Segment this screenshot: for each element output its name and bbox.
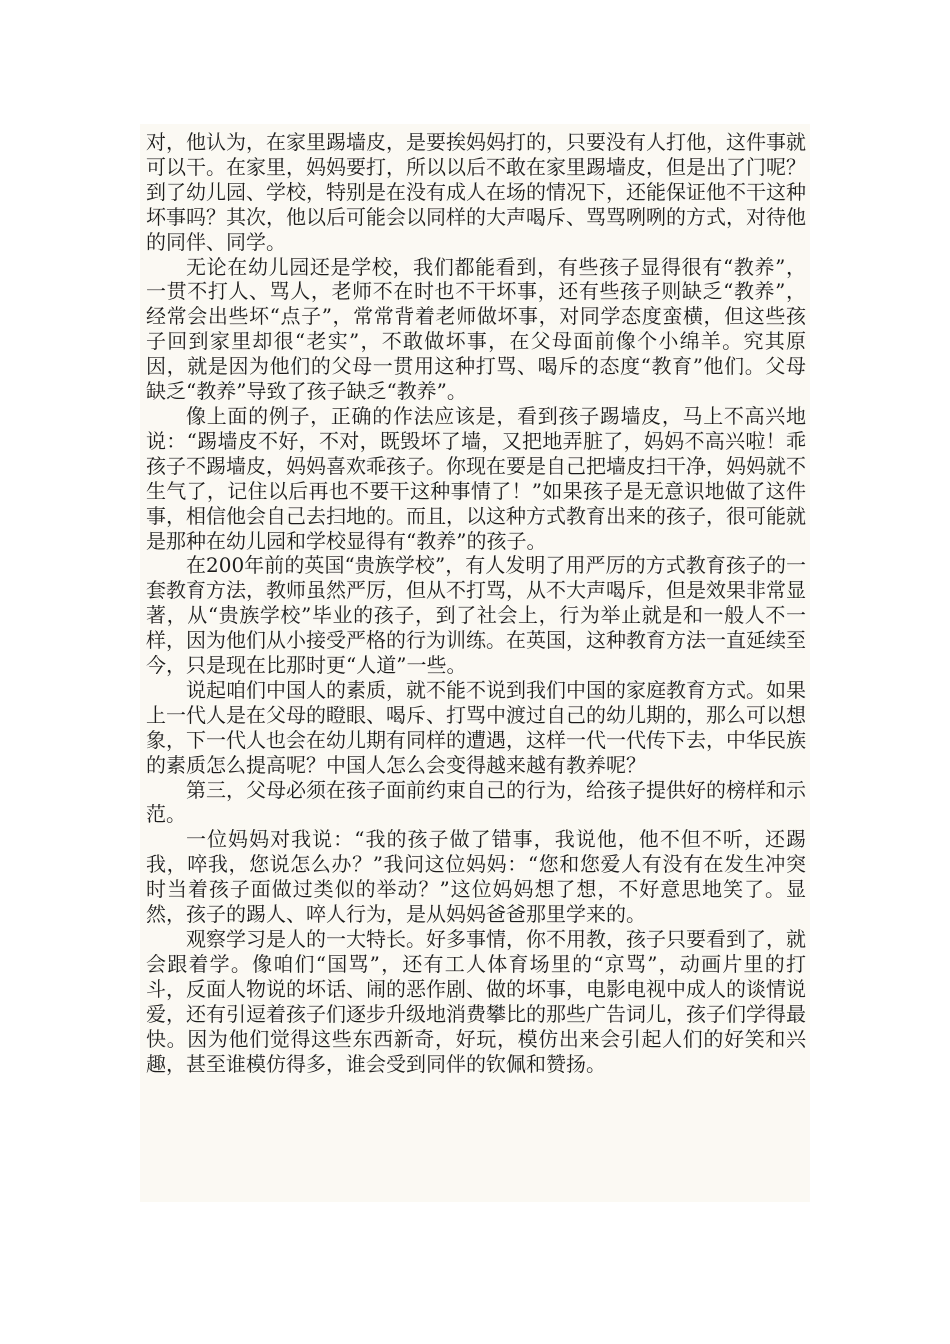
paragraph: 一位妈妈对我说：“我的孩子做了错事，我说他，他不但不听，还踢我，啐我，您说怎么办？”我问这位妈妈：“您和您爱人有没有在发生冲突时当着孩子面做过类似的举动？”这位妈妈想了想，不好意思地笑了。显然，孩子的踢人、啐人行为，是从妈妈爸爸那里学来的。 [146,827,806,927]
paragraph: 无论在幼儿园还是学校，我们都能看到，有些孩子显得很有“教养”，一贯不打人、骂人，老师不在时也不干坏事，还有些孩子则缺乏“教养”，经常会出些坏“点子”，常常背着老师做坏事，对同学态度蛮横，但这些孩子回到家里却很“老实”，不敢做坏事，在父母面前像个小绵羊。究其原因，就是因为他们的父母一贯用这种打骂、喝斥的态度“教育”他们。父母缺乏“教养”导致了孩子缺乏“教养”。 [146,254,806,404]
paragraph: 在200年前的英国“贵族学校”，有人发明了用严厉的方式教育孩子的一套教育方法，教师虽然严厉，但从不打骂，从不大声喝斥，但是效果非常显著，从“贵族学校”毕业的孩子，到了社会上，行为举止就是和一般人不一样，因为他们从小接受严格的行为训练。在英国，这种教育方法一直延续至今，只是现在比那时更“人道”一些。 [146,553,806,678]
paragraph: 像上面的例子，正确的作法应该是，看到孩子踢墙皮，马上不高兴地说：“踢墙皮不好，不对，既毁坏了墙，又把地弄脏了，妈妈不高兴啦！乖孩子不踢墙皮，妈妈喜欢乖孩子。你现在要是自己把墙皮扫干净，妈妈就不生气了，记住以后再也不要干这种事情了！”如果孩子是无意识地做了这件事，相信他会自己去扫地的。而且，以这种方式教育出来的孩子，很可能就是那种在幼儿园和学校显得有“教养”的孩子。 [146,403,806,553]
paragraph: 说起咱们中国人的素质，就不能不说到我们中国的家庭教育方式。如果上一代人是在父母的瞪眼、喝斥、打骂中渡过自己的幼儿期的，那么可以想象，下一代人也会在幼儿期有同样的遭遇，这样一代一代传下去，中华民族的素质怎么提高呢？中国人怎么会变得越来越有教养呢？ [146,677,806,777]
paragraph: 观察学习是人的一大特长。好多事情，你不用教，孩子只要看到了，就会跟着学。像咱们“国骂”，还有工人体育场里的“京骂”，动画片里的打斗，反面人物说的坏话、闹的恶作剧、做的坏事，电影电视中成人的谈情说爱，还有引逗着孩子们逐步升级地消费攀比的那些广告词儿，孩子们学得最快。因为他们觉得这些东西新奇，好玩，模仿出来会引起人们的好笑和兴趣，甚至谁模仿得多，谁会受到同伴的钦佩和赞扬。 [146,927,806,1076]
paragraph: 对，他认为，在家里踢墙皮，是要挨妈妈打的，只要没有人打他，这件事就可以干。在家里，妈妈要打，所以以后不敢在家里踢墙皮，但是出了门呢？到了幼儿园、学校，特别是在没有成人在场的情况下，还能保证他不干这种坏事吗？其次，他以后可能会以同样的大声喝斥、骂骂咧咧的方式，对待他的同伴、同学。 [146,130,806,254]
article-body [140,124,810,1202]
paragraph: 第三，父母必须在孩子面前约束自己的行为，给孩子提供好的榜样和示范。 [146,777,806,827]
